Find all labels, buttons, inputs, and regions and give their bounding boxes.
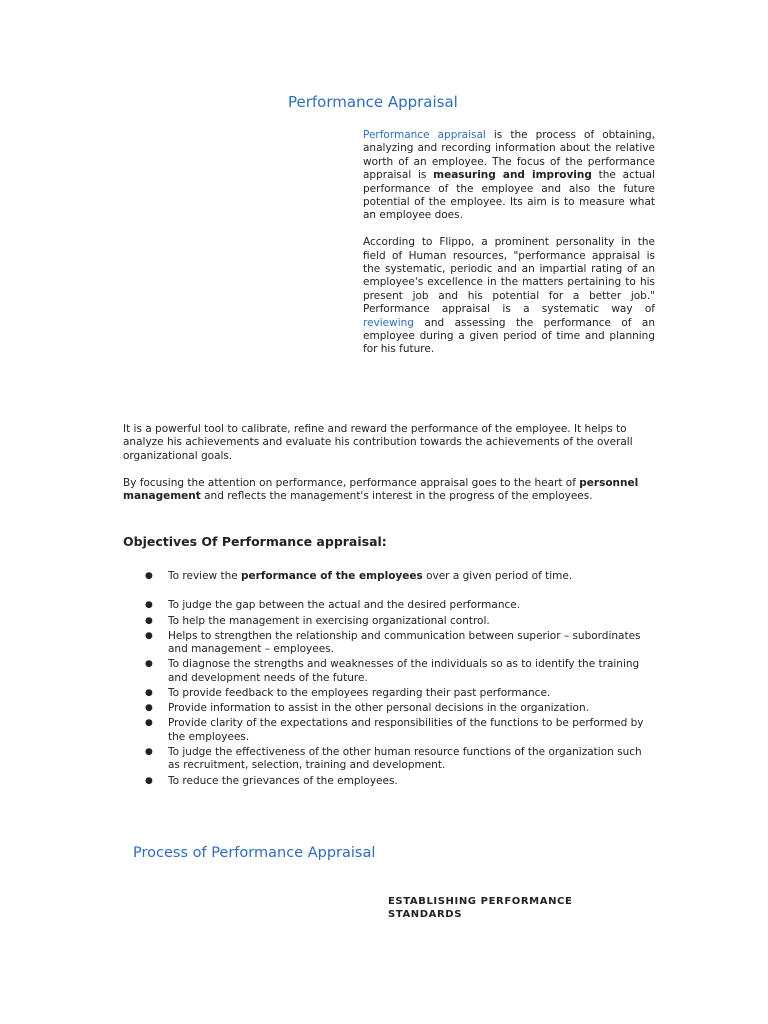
- objectives-list: [145, 570, 645, 790]
- bullet-icon: ●: [145, 703, 153, 714]
- body-paragraph-1: It is a powerful tool to calibrate, refine and reward the performance of the employee. It helps to analyze his achievements and evaluate his contribution towards the achievements of the overall organizational goals.: [123, 423, 633, 462]
- objective-item-text: To provide feedback to the employees regarding their past performance.: [168, 687, 551, 700]
- objective-item: [145, 775, 645, 788]
- objective-item-text: Provide information to assist in the other personal decisions in the organization.: [168, 702, 589, 715]
- bullet-icon: ●: [145, 747, 153, 758]
- performance-appraisal-link[interactable]: Performance appraisal: [363, 129, 486, 141]
- intro-p1-text-b: the actual performance of the employee and also the future potential of the employee. Its aim is to measure what an employee does.: [363, 169, 655, 222]
- objective-item-text: To diagnose the strengths and weaknesses of the individuals so as to identify the training and development needs of the future.: [168, 658, 640, 684]
- reviewing-link[interactable]: reviewing: [363, 316, 414, 329]
- bullet-icon: ●: [145, 600, 153, 611]
- process-step-label: ESTABLISHING PERFORMANCE STANDARDS: [388, 896, 573, 920]
- objective-first-bold: performance of the employees: [241, 570, 423, 582]
- bullet-icon: ●: [145, 775, 153, 786]
- intro-p1-text-a: is the process of obtaining, analyzing and recording information about the relative worth of an employee. The focus of the performance appraisal is: [363, 129, 655, 182]
- objective-item-text: To judge the effectiveness of the other human resource functions of the organization such as recruitment, selection, training and development.: [168, 746, 642, 772]
- objective-item: [145, 746, 645, 773]
- objective-item: [145, 599, 645, 612]
- objective-first-text-a: To review the: [168, 570, 242, 582]
- bullet-icon: ●: [145, 718, 153, 729]
- intro-paragraph-2: [363, 236, 655, 357]
- intro-column: [363, 129, 655, 357]
- body-paragraph-2: [123, 477, 648, 504]
- objective-item: [145, 702, 645, 715]
- intro-p2-text-b: and assessing the performance of an employee during a given period of time and planning for his future.: [363, 316, 655, 356]
- objective-item: [145, 570, 645, 583]
- objective-item-text: To help the management in exercising organizational control.: [168, 614, 490, 627]
- objective-item-text: Helps to strengthen the relationship and communication between superior – subordinates and management – employees.: [168, 629, 641, 656]
- intro-p1-bold: measuring and improving: [433, 169, 592, 182]
- page-title: Performance Appraisal: [288, 93, 458, 111]
- bullet-icon: ●: [145, 688, 153, 699]
- body-p2-text-a: By focusing the attention on performance, performance appraisal goes to the heart of: [123, 476, 580, 489]
- objective-item: [145, 615, 645, 628]
- main-text: [123, 423, 648, 503]
- objective-item: [145, 630, 645, 657]
- body-p2-text-b: and reflects the management's interest in the progress of the employees.: [200, 490, 593, 503]
- intro-paragraph-1: [363, 129, 655, 223]
- objective-item-text: To reduce the grievances of the employees.: [168, 774, 398, 787]
- intro-p2-text-a: According to Flippo, a prominent personality in the field of Human resources, "performance appraisal is the systematic, periodic and an impartial rating of an employee's excellence in the matters pertaining to his present job and his potential for a better job." Performance appraisal is a systematic way of: [363, 236, 655, 316]
- objective-first-text-b: over a given period of time.: [422, 570, 573, 582]
- bullet-icon: ●: [145, 659, 153, 670]
- bullet-icon: ●: [145, 615, 153, 626]
- process-heading: Process of Performance Appraisal: [133, 845, 376, 861]
- objective-item-text: To judge the gap between the actual and the desired performance.: [168, 599, 521, 612]
- objectives-heading: Objectives Of Performance appraisal:: [123, 534, 387, 549]
- body-p2-bold: personnel management: [123, 476, 639, 503]
- objective-item: [145, 717, 645, 744]
- bullet-icon: ●: [145, 630, 153, 641]
- objective-item-text: Provide clarity of the expectations and responsibilities of the functions to be performed by the employees.: [168, 717, 644, 743]
- objective-item: [145, 658, 645, 685]
- objective-item: [145, 687, 645, 700]
- bullet-icon: ●: [145, 571, 153, 581]
